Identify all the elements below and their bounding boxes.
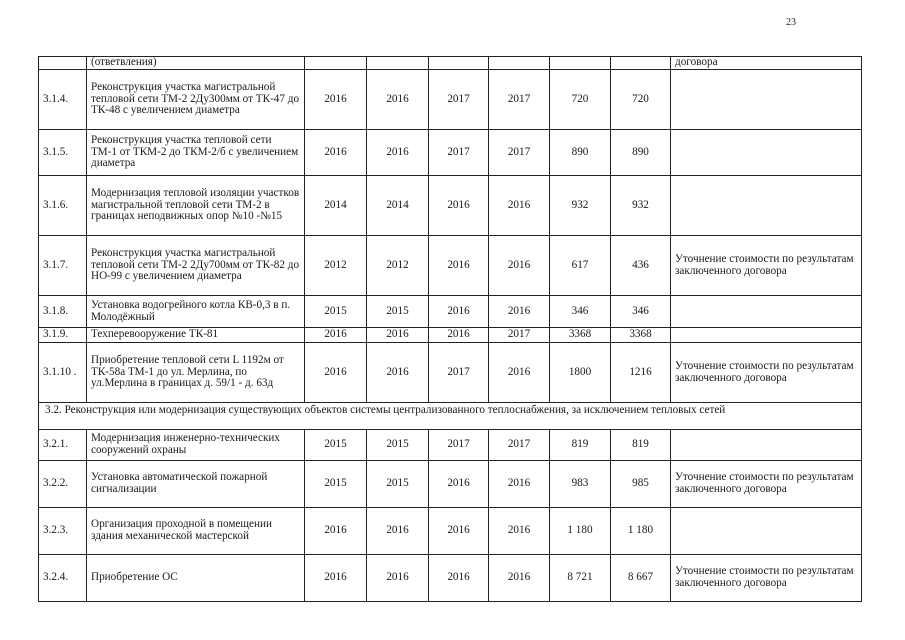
row-number-cell: 3.2.4. xyxy=(39,555,87,602)
cost-cell: 1216 xyxy=(611,343,671,403)
year-cell: 2015 xyxy=(305,461,367,508)
year-cell: 2016 xyxy=(367,70,429,130)
item-name-cell: Реконструкция участка тепловой сети ТМ-1 от ТКМ-2 до ТКМ-2/б с увеличением диаметра xyxy=(87,130,305,176)
table-row xyxy=(39,461,862,508)
note-cell xyxy=(671,430,862,461)
row-number-cell: 3.1.7. xyxy=(39,236,87,296)
cost-cell: 8 667 xyxy=(611,555,671,602)
year-cell: 2015 xyxy=(305,296,367,328)
investment-program-table xyxy=(38,56,862,602)
cost-cell: 932 xyxy=(611,176,671,236)
cost-cell: 985 xyxy=(611,461,671,508)
row-number-cell: 3.1.5. xyxy=(39,130,87,176)
note-cell: Уточнение стоимости по результатам заключенного договора xyxy=(671,555,862,602)
year-cell: 2014 xyxy=(367,176,429,236)
item-name-cell: Модернизация тепловой изоляции участков магистральной тепловой сети ТМ-2 в границах неподвижных опор №10 -№15 xyxy=(87,176,305,236)
year-cell: 2016 xyxy=(489,296,550,328)
year-cell: 2016 xyxy=(429,461,489,508)
cost-cell: 1800 xyxy=(550,343,611,403)
note-cell xyxy=(671,70,862,130)
table-row xyxy=(39,296,862,328)
year-cell: 2016 xyxy=(367,328,429,343)
cost-cell: 819 xyxy=(611,430,671,461)
year-cell: 2017 xyxy=(489,328,550,343)
year-cell: 2016 xyxy=(367,555,429,602)
table-row xyxy=(39,555,862,602)
cost-cell: 3368 xyxy=(550,328,611,343)
year-cell: 2016 xyxy=(305,343,367,403)
table-row xyxy=(39,508,862,555)
year-cell: 2016 xyxy=(489,236,550,296)
item-name-cell: Реконструкция участка магистральной тепловой сети ТМ-2 2Ду300мм от ТК-47 до ТК-48 с увеличением диаметра xyxy=(87,70,305,130)
year-cell: 2016 xyxy=(367,343,429,403)
year-cell: 2016 xyxy=(367,130,429,176)
section-heading: 3.2. Реконструкция или модернизация существующих объектов системы централизованного теплоснабжения, за исключением тепловых сетей xyxy=(39,403,862,430)
year-cell: 2017 xyxy=(429,343,489,403)
year-cell: 2016 xyxy=(429,328,489,343)
item-name-cell: Установка водогрейного котла КВ-0,3 в п. Молодёжный xyxy=(87,296,305,328)
year-cell: 2016 xyxy=(305,130,367,176)
year-cell: 2017 xyxy=(429,130,489,176)
year-cell: 2017 xyxy=(429,70,489,130)
year-cell: 2016 xyxy=(489,176,550,236)
cost-cell: 8 721 xyxy=(550,555,611,602)
section-row xyxy=(39,403,862,430)
row-number-cell xyxy=(39,57,87,70)
item-name-cell: (ответвления) xyxy=(87,57,305,70)
cost-cell: 983 xyxy=(550,461,611,508)
year-cell: 2016 xyxy=(429,176,489,236)
row-number-cell: 3.2.3. xyxy=(39,508,87,555)
year-cell: 2014 xyxy=(305,176,367,236)
year-cell: 2016 xyxy=(489,508,550,555)
year-cell: 2012 xyxy=(305,236,367,296)
year-cell: 2016 xyxy=(429,555,489,602)
table-row xyxy=(39,430,862,461)
note-cell: договора xyxy=(671,57,862,70)
year-cell: 2015 xyxy=(305,430,367,461)
row-number-cell: 3.2.2. xyxy=(39,461,87,508)
note-cell xyxy=(671,328,862,343)
year-cell: 2012 xyxy=(367,236,429,296)
year-cell: 2017 xyxy=(489,430,550,461)
year-cell: 2017 xyxy=(489,130,550,176)
cost-cell: 1 180 xyxy=(611,508,671,555)
row-number-cell: 3.1.4. xyxy=(39,70,87,130)
note-cell: Уточнение стоимости по результатам заключенного договора xyxy=(671,461,862,508)
cost-cell: 346 xyxy=(550,296,611,328)
cost-cell: 720 xyxy=(550,70,611,130)
year-cell: 2016 xyxy=(305,555,367,602)
cost-cell: 617 xyxy=(550,236,611,296)
table-row xyxy=(39,236,862,296)
table-row xyxy=(39,70,862,130)
item-name-cell: Приобретение ОС xyxy=(87,555,305,602)
year-cell: 2016 xyxy=(305,70,367,130)
row-number-cell: 3.1.10 . xyxy=(39,343,87,403)
year-cell: 2016 xyxy=(489,461,550,508)
year-cell: 2016 xyxy=(429,508,489,555)
note-cell: Уточнение стоимости по результатам заключенного договора xyxy=(671,236,862,296)
year-cell: 2016 xyxy=(305,328,367,343)
year-cell: 2015 xyxy=(367,296,429,328)
year-cell: 2015 xyxy=(367,461,429,508)
year-cell: 2016 xyxy=(429,236,489,296)
row-number-cell: 3.1.8. xyxy=(39,296,87,328)
year-cell: 2016 xyxy=(489,343,550,403)
table-row xyxy=(39,57,862,70)
table-row xyxy=(39,343,862,403)
year-cell: 2017 xyxy=(489,70,550,130)
row-number-cell: 3.2.1. xyxy=(39,430,87,461)
note-cell: Уточнение стоимости по результатам заключенного договора xyxy=(671,343,862,403)
item-name-cell: Организация проходной в помещении здания механической мастерской xyxy=(87,508,305,555)
table-row xyxy=(39,328,862,343)
table-row xyxy=(39,130,862,176)
year-cell: 2016 xyxy=(367,508,429,555)
note-cell xyxy=(671,296,862,328)
page-number: 23 xyxy=(786,17,796,28)
cost-cell: 1 180 xyxy=(550,508,611,555)
year-cell: 2016 xyxy=(429,296,489,328)
note-cell xyxy=(671,508,862,555)
cost-cell: 436 xyxy=(611,236,671,296)
cost-cell: 890 xyxy=(550,130,611,176)
year-cell: 2015 xyxy=(367,430,429,461)
item-name-cell: Приобретение тепловой сети L 1192м от ТК-58а ТМ-1 до ул. Мерлина, по ул.Мерлина в границах д. 59/1 - д. 63д xyxy=(87,343,305,403)
item-name-cell: Установка автоматической пожарной сигнализации xyxy=(87,461,305,508)
row-number-cell: 3.1.9. xyxy=(39,328,87,343)
note-cell xyxy=(671,176,862,236)
cost-cell: 3368 xyxy=(611,328,671,343)
row-number-cell: 3.1.6. xyxy=(39,176,87,236)
table-row xyxy=(39,176,862,236)
year-cell: 2016 xyxy=(489,555,550,602)
year-cell: 2016 xyxy=(305,508,367,555)
cost-cell: 346 xyxy=(611,296,671,328)
item-name-cell: Техперевооружение ТК-81 xyxy=(87,328,305,343)
cost-cell: 890 xyxy=(611,130,671,176)
item-name-cell: Реконструкция участка магистральной тепловой сети ТМ-2 2Ду700мм от ТК-82 до НО-99 с увеличением диаметра xyxy=(87,236,305,296)
cost-cell: 819 xyxy=(550,430,611,461)
item-name-cell: Модернизация инженерно-технических сооружений охраны xyxy=(87,430,305,461)
cost-cell: 720 xyxy=(611,70,671,130)
cost-cell: 932 xyxy=(550,176,611,236)
note-cell xyxy=(671,130,862,176)
year-cell: 2017 xyxy=(429,430,489,461)
